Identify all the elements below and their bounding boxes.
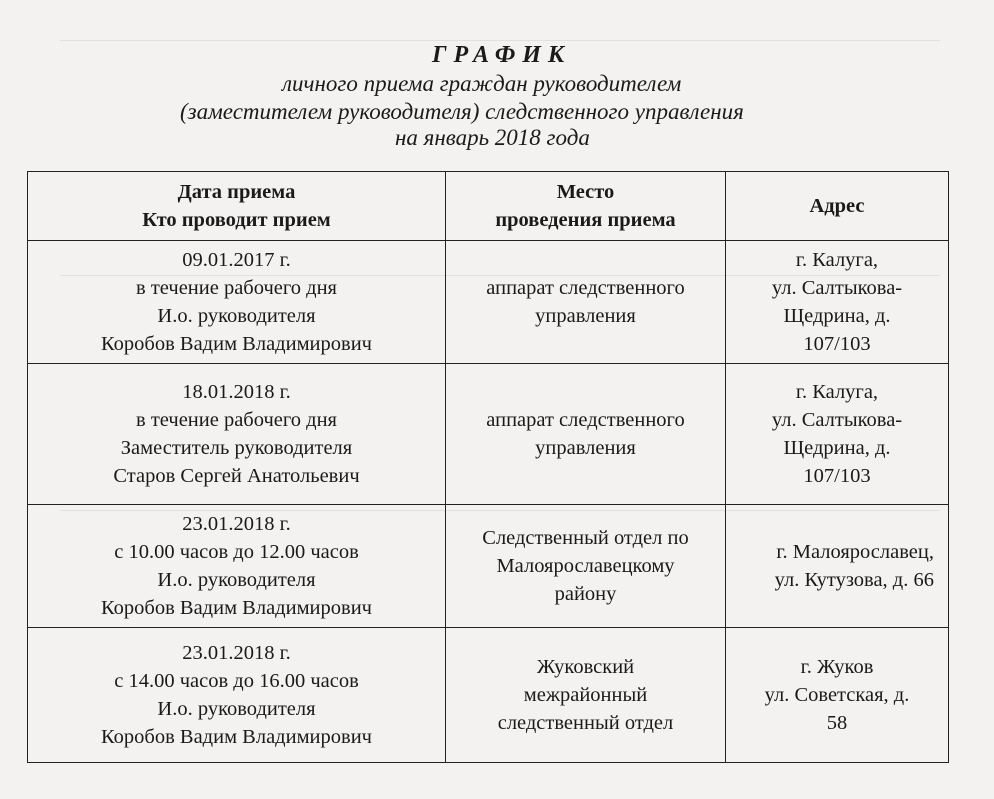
reception-date: 09.01.2017 г.	[182, 249, 291, 271]
table-row	[28, 505, 949, 628]
reception-time: в течение рабочего дня	[136, 277, 337, 299]
cell-address	[726, 241, 949, 364]
header-date-who	[28, 172, 446, 241]
cell-address	[726, 628, 949, 763]
address-text: 107/103	[803, 465, 871, 487]
cell-address	[726, 364, 949, 505]
place-text: межрайонный	[523, 684, 648, 706]
place-text: следственный отдел	[497, 712, 674, 734]
cell-date-who	[28, 364, 446, 505]
reception-time: с 14.00 часов до 16.00 часов	[114, 670, 359, 692]
table-row	[28, 241, 949, 364]
official-position: И.о. руководителя	[157, 305, 316, 327]
reception-schedule-table	[27, 171, 949, 763]
table-header-row	[28, 172, 949, 241]
place-text: управления	[535, 437, 636, 459]
reception-date: 23.01.2018 г.	[182, 642, 291, 664]
header-text: Кто проводит прием	[142, 209, 331, 231]
title-period: на январь 2018 года	[395, 125, 590, 150]
cell-place	[446, 505, 726, 628]
cell-place	[446, 628, 726, 763]
address-text: г. Калуга,	[795, 381, 879, 403]
reception-time: в течение рабочего дня	[136, 409, 337, 431]
table-row	[28, 364, 949, 505]
official-position: И.о. руководителя	[157, 569, 316, 591]
address-text: Щедрина, д.	[783, 305, 891, 327]
address-text: г. Калуга,	[795, 249, 879, 271]
place-text: управления	[535, 305, 636, 327]
official-name: Коробов Вадим Владимирович	[101, 726, 372, 748]
official-name: Коробов Вадим Владимирович	[101, 333, 372, 355]
table-row	[28, 628, 949, 763]
address-text: ул. Салтыкова-	[771, 277, 903, 299]
cell-date-who	[28, 241, 446, 364]
cell-place	[446, 241, 726, 364]
header-text: Место	[556, 181, 615, 203]
address-text: 107/103	[803, 333, 871, 355]
place-text: аппарат следственного	[486, 277, 685, 299]
address-text: ул. Кутузова, д. 66	[774, 569, 934, 591]
place-text: Жуковский	[536, 656, 635, 678]
address-text: 58	[826, 712, 848, 734]
cell-place	[446, 364, 726, 505]
reception-date: 23.01.2018 г.	[182, 513, 291, 535]
header-text: проведения приема	[495, 209, 676, 231]
official-name: Коробов Вадим Владимирович	[101, 597, 372, 619]
header-place	[446, 172, 726, 241]
place-text: району	[554, 583, 617, 605]
official-name: Старов Сергей Анатольевич	[113, 465, 360, 487]
title-main: ГРАФИК	[432, 42, 572, 68]
place-text: Следственный отдел по	[482, 527, 689, 549]
official-position: И.о. руководителя	[157, 698, 316, 720]
place-text: Малоярославецкому	[496, 555, 675, 577]
header-text: Дата приема	[177, 181, 296, 203]
place-text: аппарат следственного	[486, 409, 685, 431]
address-text: ул. Салтыкова-	[771, 409, 903, 431]
header-text: Адрес	[809, 195, 865, 217]
cell-address	[726, 505, 949, 628]
cell-date-who	[28, 628, 446, 763]
header-address	[726, 172, 949, 241]
address-text: ул. Советская, д.	[764, 684, 910, 706]
address-text: г. Малоярославец,	[776, 541, 934, 563]
address-text: Щедрина, д.	[783, 437, 891, 459]
address-text: г. Жуков	[800, 656, 874, 678]
title-subtitle-line-1: личного приема граждан руководителем	[282, 71, 682, 96]
title-subtitle-line-2: (заместителем руководителя) следственного управления	[180, 99, 744, 124]
reception-date: 18.01.2018 г.	[182, 381, 291, 403]
cell-date-who	[28, 505, 446, 628]
official-position: Заместитель руководителя	[120, 437, 353, 459]
reception-time: с 10.00 часов до 12.00 часов	[114, 541, 359, 563]
